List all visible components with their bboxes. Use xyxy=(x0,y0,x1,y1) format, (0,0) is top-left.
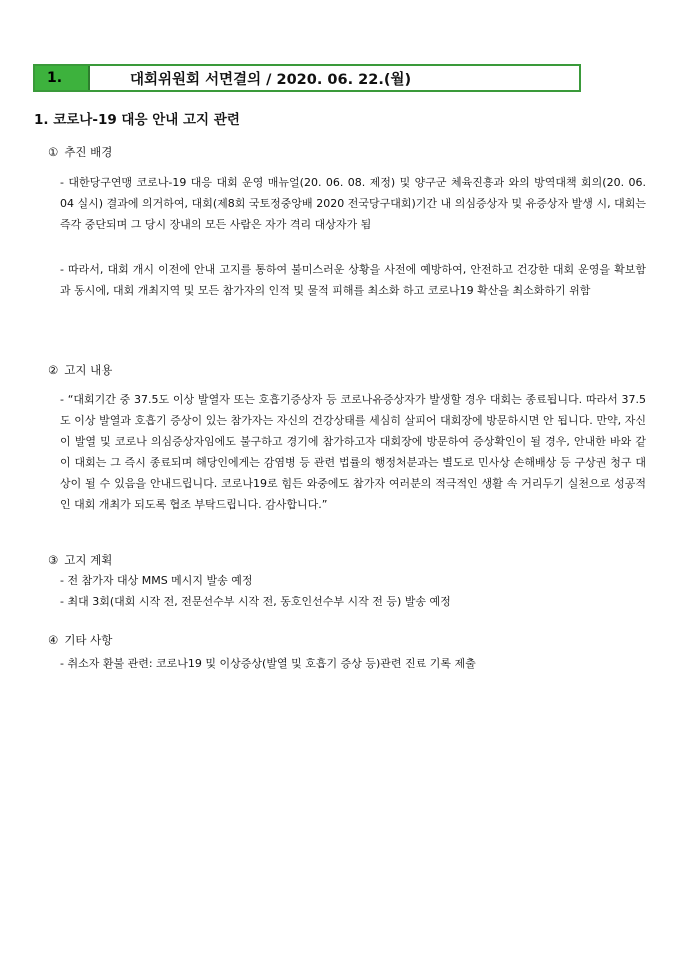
item-label-1: 추진 배경 xyxy=(64,145,113,159)
item-label-2: 고지 내용 xyxy=(64,363,113,377)
item-label-3: 고지 계획 xyxy=(64,553,113,567)
header-box xyxy=(33,64,581,92)
item-heading-3 xyxy=(48,552,112,568)
item-heading-2 xyxy=(48,362,112,378)
item-2-paragraph-1: - “대회기간 중 37.5도 이상 발열자 또는 호흡기증상자 등 코로나유증상자가 발생할 경우 대회는 종료됩니다. 따라서 37.5도 이상 발열과 호흡기 증상이 있는 참가자는 자신의 건강상태를 세심히 살피어 대회장에 방문하시면 안 됩니다. 만약, 자신이 발열 및 코로나 의심증상자임에도 불구하고 경기에 참가하고자 대회장에 방문하여 증상확인이 될 경우, 안내한 바와 같이 대회는 그 즉시 종료되며 해당인에게는 감염병 등 관련 법률의 행정처분과는 별도로 민사상 손해배상 등 구상권 청구 대상이 될 수 있음을 안내드립니다. 코로나19로 힘든 와중에도 참가자 여러분의 적극적인 생활 속 거리두기 실천으로 성공적인 대회 개최가 되도록 협조 부탁드립니다. 감사합니다.” xyxy=(60,393,646,511)
item-1-paragraph-1: - 대한당구연맹 코로나-19 대응 대회 운영 매뉴얼(20. 06. 08. 제정) 및 양구군 체육진흥과 와의 방역대책 회의(20. 06. 04 실시) 결과에 의거하여, 대회(제8회 국토정중앙배 2020 전국당구대회)기간 내 의심증상자 및 유증상자 발생 시, 대회는 즉각 중단되며 그 당시 장내의 모든 사람은 자가 격리 대상자가 됨 xyxy=(60,176,646,231)
item-heading-1 xyxy=(48,144,112,160)
header-title: 대회위원회 서면결의 / 2020. 06. 22.(월) xyxy=(130,71,412,88)
item-marker-2: ② xyxy=(48,363,59,377)
section-title: 1. 코로나-19 대응 안내 고지 관련 xyxy=(34,112,240,128)
item-label-4: 기타 사항 xyxy=(64,633,113,647)
item-marker-4: ④ xyxy=(48,633,59,647)
item-1-paragraph-2: - 따라서, 대회 개시 이전에 안내 고지를 통하여 불미스러운 상황을 사전에 예방하여, 안전하고 건강한 대회 운영을 확보함과 동시에, 대회 개최지역 및 모든 참가자의 인적 및 물적 피해를 최소화 하고 코로나19 확산을 최소화하기 위함 xyxy=(60,263,646,297)
item-3-line-2: - 최대 3회(대회 시작 전, 전문선수부 시작 전, 동호인선수부 시작 전 등) 발송 예정 xyxy=(60,595,451,608)
item-4-line-1: - 취소자 환불 관련: 코로나19 및 이상증상(발열 및 호흡기 증상 등)관련 진료 기록 제출 xyxy=(60,657,476,670)
item-heading-4 xyxy=(48,632,112,648)
header-number: 1. xyxy=(35,66,90,90)
item-marker-3: ③ xyxy=(48,553,59,567)
item-3-line-1: - 전 참가자 대상 MMS 메시지 발송 예정 xyxy=(60,574,253,587)
item-marker-1: ① xyxy=(48,145,59,159)
